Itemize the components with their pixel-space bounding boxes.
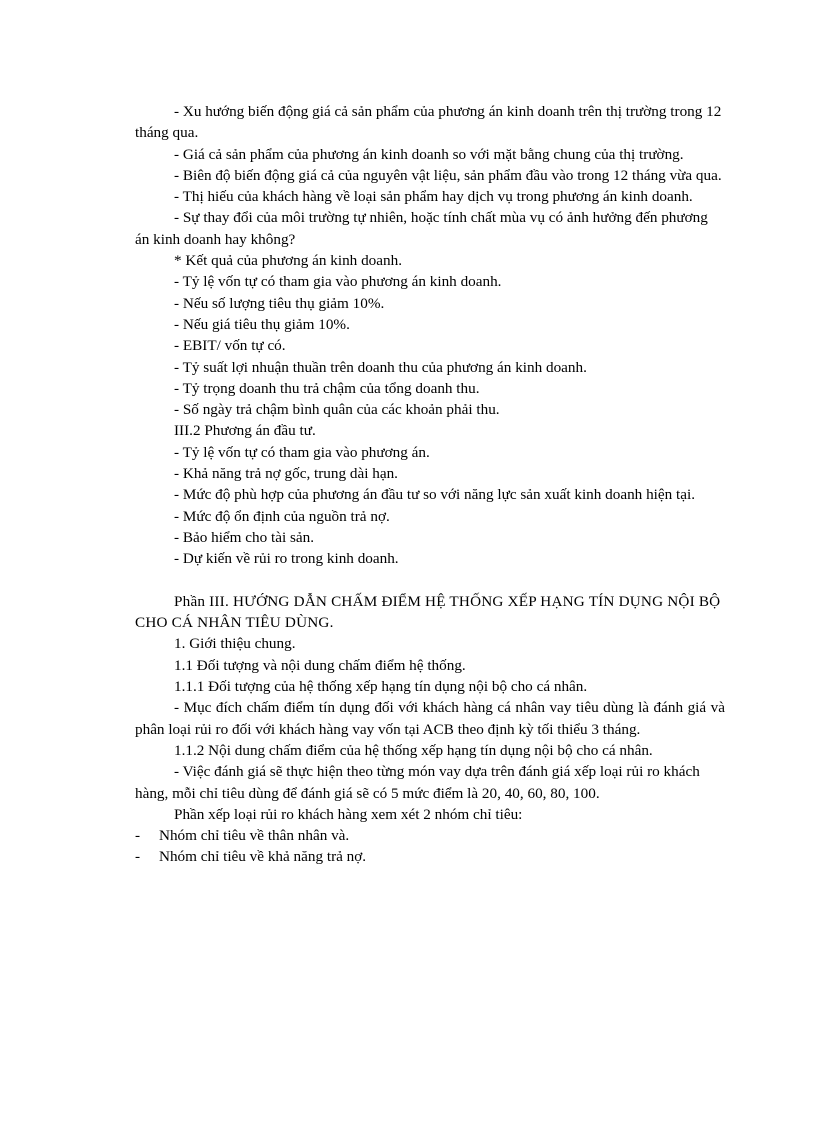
document-body (135, 101, 725, 868)
paragraph-net-margin: - Tỷ suất lợi nhuận thuần trên doanh thu của phương án kinh doanh. (174, 358, 587, 376)
paragraph-purpose: - Mục đích chấm điểm tín dụng đối với khách hàng cá nhân vay tiêu dùng là đánh giá và phân loại rủi ro đối với khách hàng vay vốn tại ACB theo định kỳ tối thiểu 3 tháng. (135, 699, 725, 738)
paragraph-investment-equity: - Tỷ lệ vốn tự có tham gia vào phương án. (174, 443, 430, 461)
paragraph-input-price-range: - Biên độ biến động giá cả của nguyên vật liệu, sản phẩm đầu vào trong 12 tháng vừa qua. (174, 166, 722, 184)
paragraph-price-drop: - Nếu giá tiêu thụ giảm 10%. (174, 315, 350, 333)
paragraph-business-risk: - Dự kiến về rủi ro trong kinh doanh. (174, 550, 399, 568)
list-dash: - (135, 827, 141, 845)
paragraph-ebit: - EBIT/ vốn tự có. (174, 337, 286, 355)
paragraph-subject: 1.1.1 Đối tượng của hệ thống xếp hạng tín dụng nội bộ cho cá nhân. (174, 678, 588, 696)
paragraph-price-vs-market: - Giá cả sản phẩm của phương án kinh doanh so với mặt bằng chung của thị trường. (174, 145, 684, 163)
paragraph-assessment: - Việc đánh giá sẽ thực hiện theo từng món vay dựa trên đánh giá xếp loại rủi ro khách hàng, mỗi chỉ tiêu dùng để đánh giá sẽ có 5 mức điểm là 20, 40, 60, 80, 100. (135, 763, 700, 802)
paragraph-volume-drop: - Nếu số lượng tiêu thụ giảm 10%. (174, 294, 385, 312)
paragraph-suitability: - Mức độ phù hợp của phương án đầu tư so với năng lực sản xuất kinh doanh hiện tại. (174, 486, 695, 504)
paragraph-equity-ratio: - Tỷ lệ vốn tự có tham gia vào phương án kinh doanh. (174, 273, 502, 291)
paragraph-scope: 1.1 Đối tượng và nội dung chấm điểm hệ thống. (174, 656, 466, 674)
list-item (135, 846, 725, 867)
paragraph-customer-taste: - Thị hiếu của khách hàng về loại sản phẩm hay dịch vụ trong phương án kinh doanh. (174, 188, 693, 206)
paragraph-price-trend: - Xu hướng biến động giá cả sản phẩm của phương án kinh doanh trên thị trường trong 12 tháng qua. (135, 103, 722, 142)
list-dash: - (135, 848, 141, 866)
paragraph-repayment-stability: - Mức độ ổn định của nguồn trả nợ. (174, 507, 390, 525)
paragraph-insurance: - Bảo hiểm cho tài sản. (174, 528, 315, 546)
paragraph-business-result: * Kết quả của phương án kinh doanh. (174, 252, 402, 270)
paragraph-repayment-ability: - Khả năng trả nợ gốc, trung dài hạn. (174, 465, 398, 483)
list-item (135, 825, 725, 846)
paragraph-deferred-revenue: - Tỷ trọng doanh thu trả chậm của tổng doanh thu. (174, 379, 480, 397)
paragraph-criteria-groups: Phần xếp loại rủi ro khách hàng xem xét 2 nhóm chỉ tiêu: (174, 805, 523, 823)
paragraph-investment-plan: III.2 Phương án đầu tư. (174, 422, 316, 440)
paragraph-environment-change: - Sự thay đổi của môi trường tự nhiên, hoặc tính chất mùa vụ có ảnh hưởng đến phương án kinh doanh hay không? (135, 209, 708, 248)
blank-line (135, 570, 725, 591)
paragraph-content: 1.1.2 Nội dung chấm điểm của hệ thống xếp hạng tín dụng nội bộ cho cá nhân. (174, 741, 653, 759)
paragraph-receivable-days: - Số ngày trả chậm bình quân của các khoản phải thu. (174, 401, 500, 419)
list-item-text: Nhóm chỉ tiêu về khả năng trả nợ. (159, 848, 367, 866)
paragraph-introduction: 1. Giới thiệu chung. (174, 635, 296, 653)
list-item-text: Nhóm chỉ tiêu về thân nhân và. (159, 827, 350, 845)
section-heading: Phần III. HƯỚNG DẪN CHẤM ĐIỂM HỆ THỐNG XẾP HẠNG TÍN DỤNG NỘI BỘ CHO CÁ NHÂN TIÊU DÙNG. (135, 592, 721, 632)
